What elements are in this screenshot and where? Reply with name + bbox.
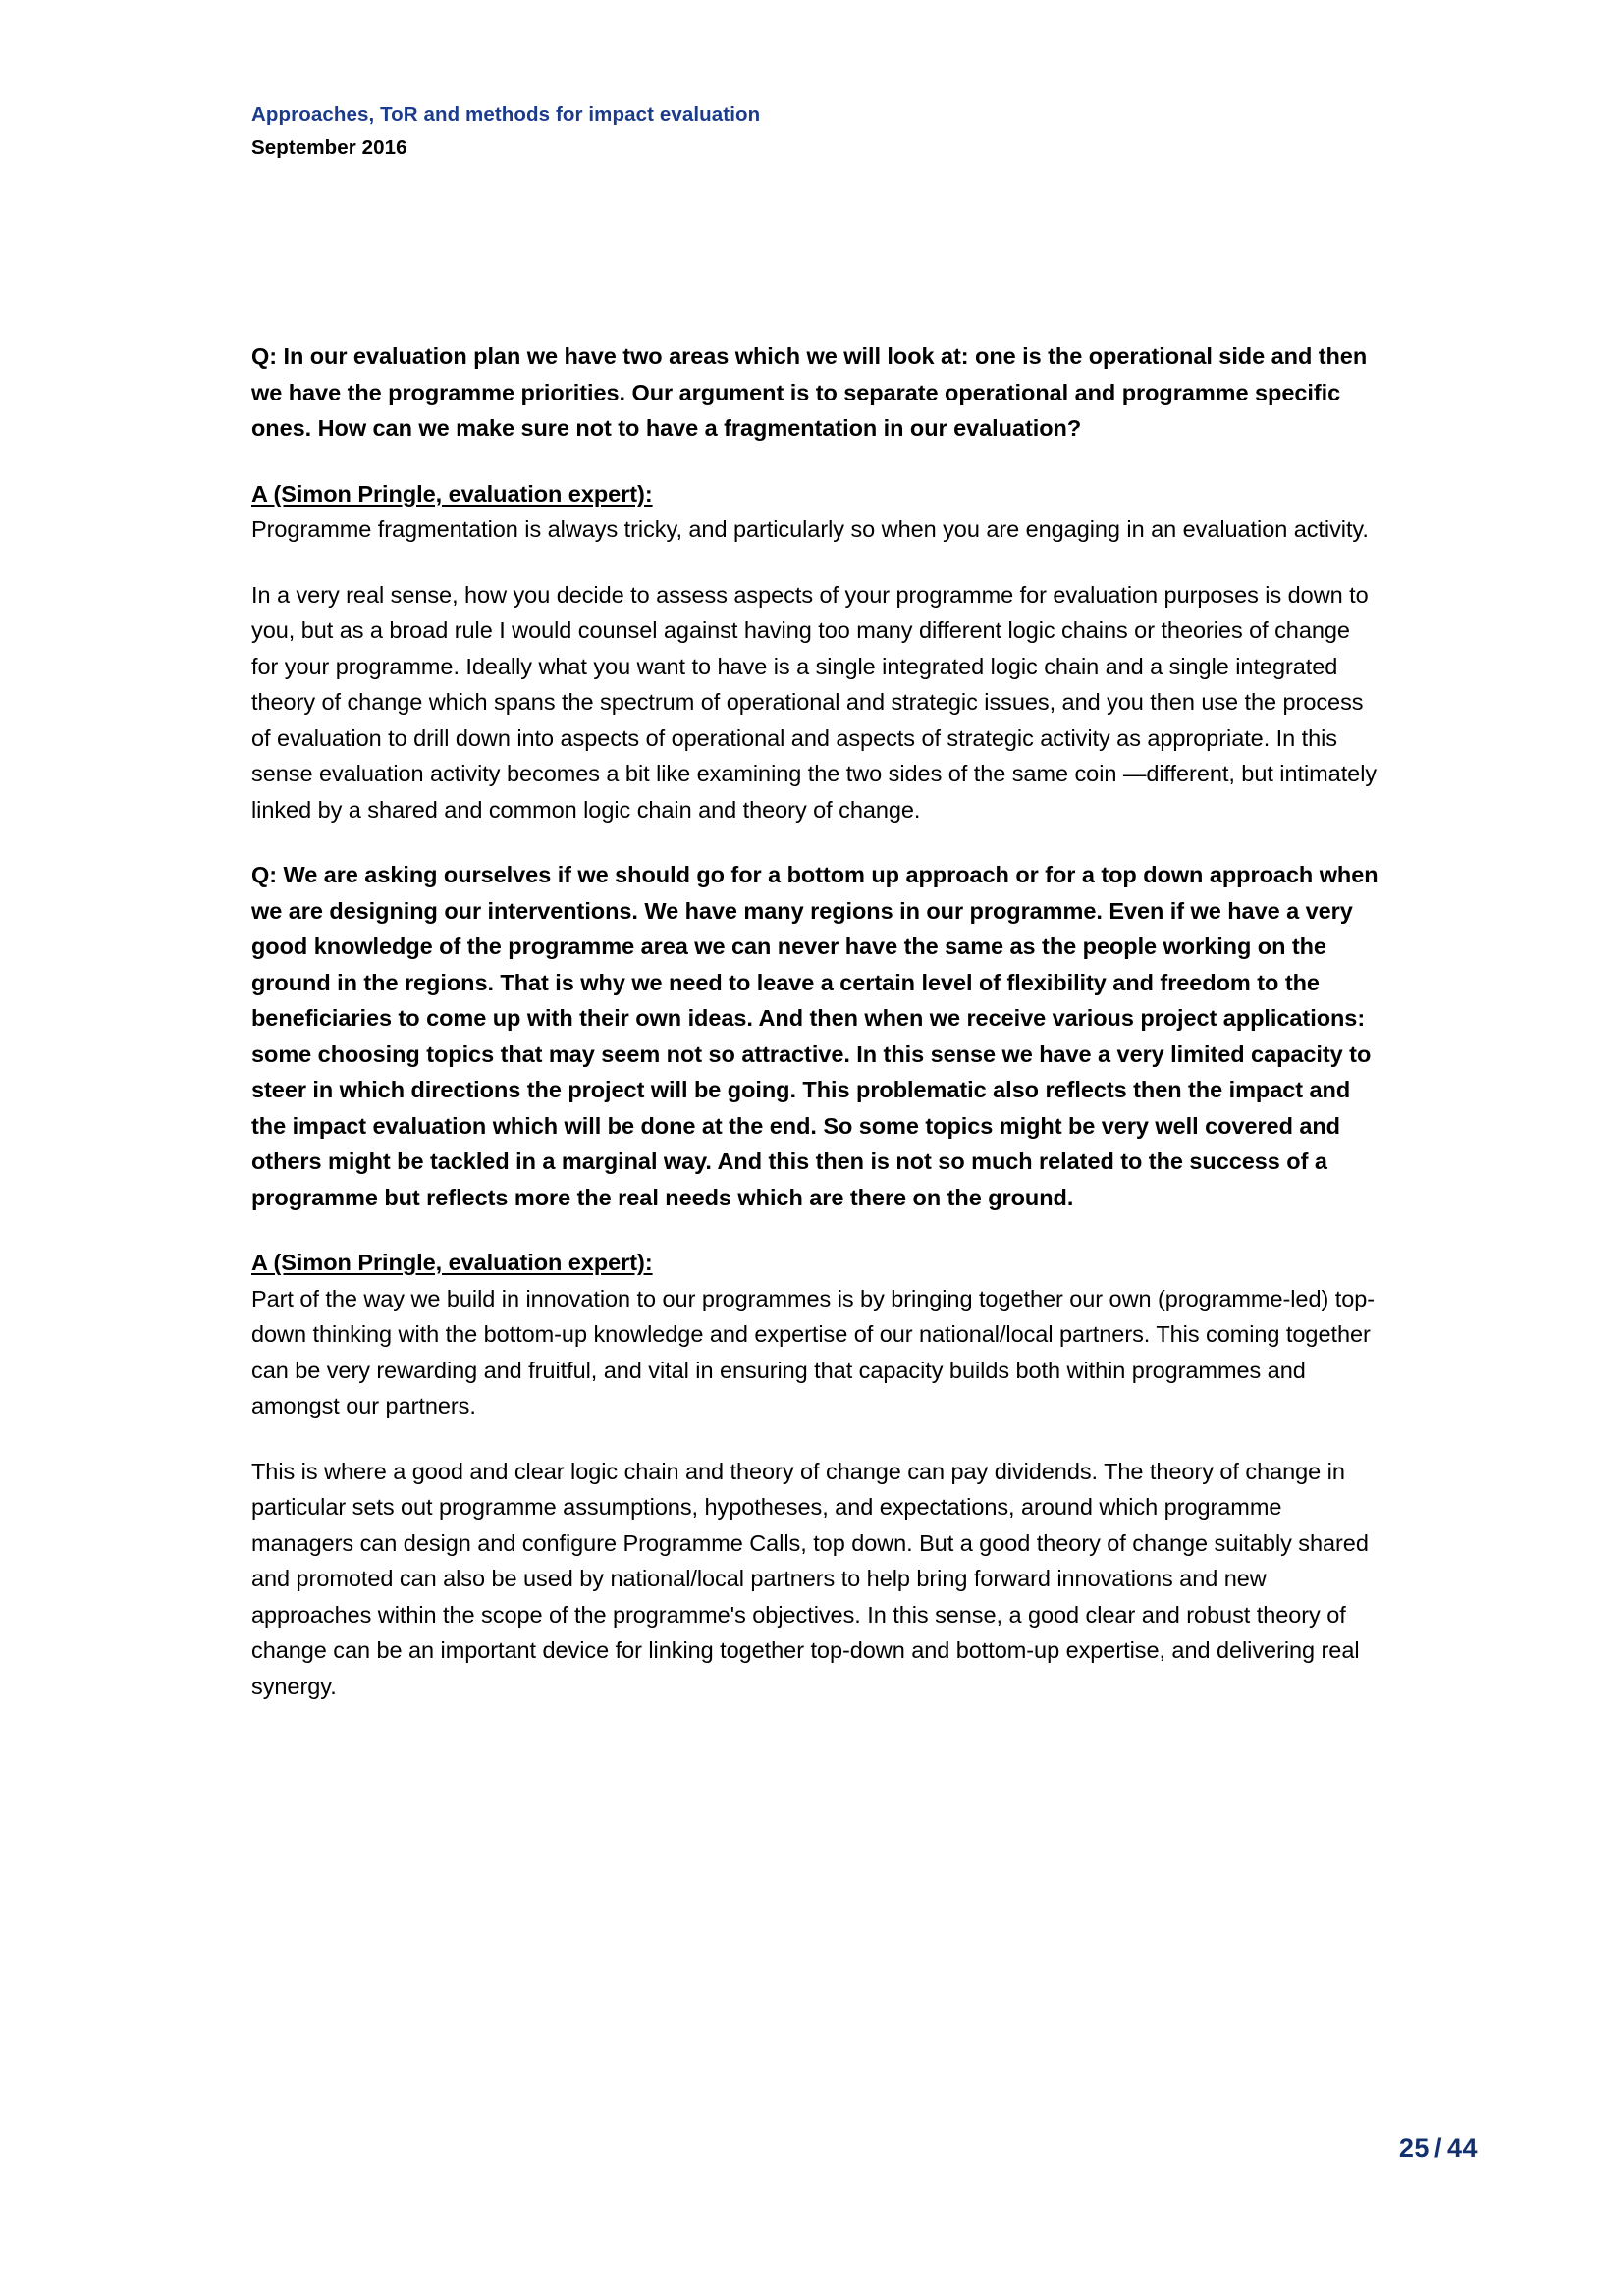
question-block-1 [251, 339, 1380, 447]
document-date: September 2016 [251, 135, 407, 159]
question-block-2 [251, 857, 1380, 1215]
question-1-text: Q: In our evaluation plan we have two areas which we will look at: one is the operational side and then we have the programme priorities. Our argument is to separate operational and programme specific ones. How can we make sure not to have a fragmentation in our evaluation? [251, 344, 1368, 441]
answer-1-paragraph-2: In a very real sense, how you decide to assess aspects of your programme for evaluation purposes is down to you, but as a broad rule I would counsel against having too many different logic chains or theories of change for your programme. Ideally what you want to have is a single integrated logic chain and a single integrated theory of change which spans the spectrum of operational and strategic issues, and you then use the process of evaluation to drill down into aspects of operational and aspects of strategic activity as appropriate. In this sense evaluation activity becomes a bit like examining the two sides of the same coin —different, but intimately linked by a shared and common logic chain and theory of change. [251, 581, 1378, 823]
answer-block-1-continued [251, 577, 1380, 828]
document-title: Approaches, ToR and methods for impact evaluation [251, 103, 761, 126]
current-page-number: 25 [1398, 2133, 1430, 2163]
answer-block-1 [251, 476, 1380, 548]
answer-1-heading: A (Simon Pringle, evaluation expert): [251, 480, 653, 507]
answer-block-2 [251, 1245, 1380, 1424]
answer-2-heading: A (Simon Pringle, evaluation expert): [251, 1250, 653, 1275]
answer-2-paragraph-2: This is where a good and clear logic chain and theory of change can pay dividends. The theory of change in particular sets out programme assumptions, hypotheses, and expectations, around which programme managers can design and configure Programme Calls, top down. But a good theory of change suitably shared and promoted can also be used by national/local partners to help bring forward innovations and new approaches within the scope of the programme's objectives. In this sense, a good clear and robust theory of change can be an important device for linking together top-down and bottom-up expertise, and delivering real synergy. [251, 1458, 1369, 1699]
page-number-separator: / [1434, 2133, 1442, 2163]
document-body [251, 339, 1380, 1704]
total-page-count: 44 [1446, 2133, 1478, 2163]
answer-2-paragraph-1: Part of the way we build in innovation to our programmes is by bringing together our own (programme-led) top-down thinking with the bottom-up knowledge and expertise of our national/local partners. This coming together can be very rewarding and fruitful, and vital in ensuring that capacity builds both within programmes and amongst our partners. [251, 1285, 1376, 1418]
question-2-text: Q: We are asking ourselves if we should go for a bottom up approach or for a top down approach when we are designing our interventions. We have many regions in our programme. Even if we have a very good knowledge of the programme area we can never have the same as the people working on the ground in the regions. That is why we need to leave a certain level of flexibility and freedom to the beneficiaries to come up with their own ideas. And then when we receive various project applications: some choosing topics that may seem not so attractive. In this sense we have a very limited capacity to steer in which directions the project will be going. This problematic also reflects then the impact and the impact evaluation which will be done at the end. So some topics might be very well covered and others might be tackled in a marginal way. And this then is not so much related to the success of a programme but reflects more the real needs which are there on the ground. [251, 862, 1379, 1210]
running-header [251, 101, 1390, 161]
answer-1-paragraph-1: Programme fragmentation is always tricky, and particularly so when you are engaging in an evaluation activity. [251, 516, 1369, 542]
answer-block-2-continued [251, 1454, 1380, 1705]
page-number-footer [1399, 2133, 1478, 2163]
